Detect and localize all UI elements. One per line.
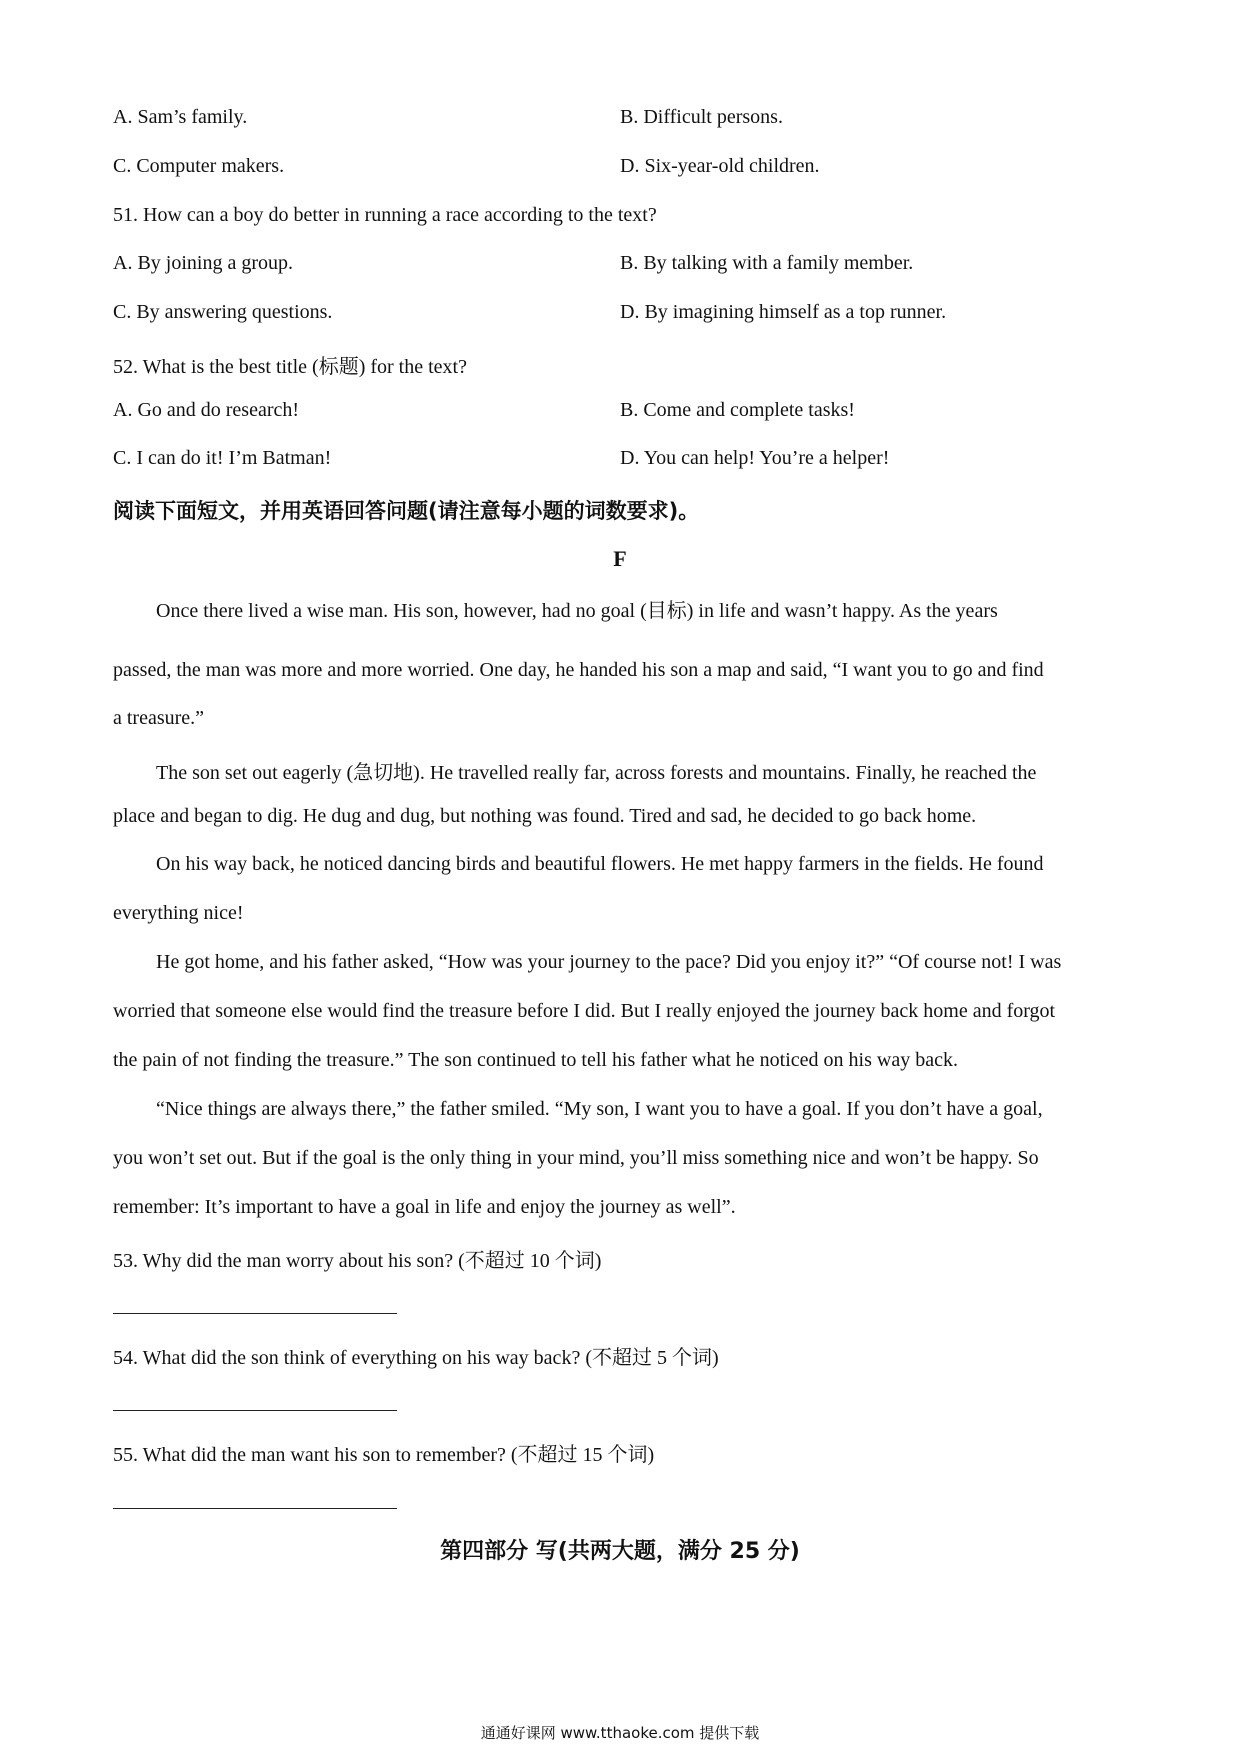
passage-line: worried that someone else would find the treasure before I did. But I really enjoyed the journey back home and forgot [113, 1000, 1056, 1022]
q52-option-a: A. Go and do research! [113, 399, 300, 421]
passage-line: On his way back, he noticed dancing birds and beautiful flowers. He met happy farmers in the fields. He found [156, 853, 1044, 875]
q51-option-a: A. By joining a group. [113, 252, 293, 274]
passage-line: “Nice things are always there,” the father smiled. “My son, I want you to have a goal. If you don’t have a goal, [156, 1098, 1043, 1120]
q52-question: 52. What is the best title (标题) for the text? [113, 356, 467, 378]
passage-line: remember: It’s important to have a goal in life and enjoy the journey as well”. [113, 1196, 736, 1218]
q52-option-d: D. You can help! You’re a helper! [620, 447, 890, 469]
q51-option-b: B. By talking with a family member. [620, 252, 914, 274]
q55-question: 55. What did the man want his son to remember? (不超过 15 个词) [113, 1444, 655, 1466]
q51-option-c: C. By answering questions. [113, 301, 333, 323]
q50-option-c: C. Computer makers. [113, 155, 285, 177]
q50-option-a: A. Sam’s family. [113, 106, 248, 128]
reading-instruction: 阅读下面短文，并用英语回答问题(请注意每小题的词数要求)。 [113, 499, 700, 523]
section-title: F [613, 546, 627, 571]
passage-line: place and began to dig. He dug and dug, but nothing was found. Tired and sad, he decided to go back home. [113, 805, 977, 827]
q52-option-c: C. I can do it! I’m Batman! [113, 447, 332, 469]
passage-line: The son set out eagerly (急切地). He travelled really far, across forests and mountains. Finally, he reached the [156, 762, 1037, 784]
q54-question: 54. What did the son think of everything on his way back? (不超过 5 个词) [113, 1347, 719, 1369]
passage-line: Once there lived a wise man. His son, however, had no goal (目标) in life and wasn’t happy. As the years [156, 600, 998, 622]
q53-question: 53. Why did the man worry about his son? (不超过 10 个词) [113, 1250, 602, 1272]
passage-line: the pain of not finding the treasure.” The son continued to tell his father what he noticed on his way back. [113, 1049, 958, 1071]
q50-option-b: B. Difficult persons. [620, 106, 783, 128]
part4-heading: 第四部分 写(共两大题，满分 25 分) [440, 1539, 800, 1564]
q54-answer-line[interactable] [113, 1410, 397, 1411]
page-footer: 通通好课网 www.tthaoke.com 提供下载 [480, 1724, 760, 1742]
q52-option-b: B. Come and complete tasks! [620, 399, 855, 421]
passage-line: you won’t set out. But if the goal is the only thing in your mind, you’ll miss something nice and won’t be happy. So [113, 1147, 1039, 1169]
q51-question: 51. How can a boy do better in running a race according to the text? [113, 204, 657, 226]
q55-answer-line[interactable] [113, 1508, 397, 1509]
passage-line: everything nice! [113, 902, 244, 924]
q51-option-d: D. By imagining himself as a top runner. [620, 301, 947, 323]
passage-line: He got home, and his father asked, “How was your journey to the pace? Did you enjoy it?” “Of course not! I was [156, 951, 1062, 973]
q50-option-d: D. Six-year-old children. [620, 155, 820, 177]
passage-line: passed, the man was more and more worried. One day, he handed his son a map and said, “I want you to go and find [113, 659, 1044, 681]
q53-answer-line[interactable] [113, 1313, 397, 1314]
passage-line: a treasure.” [113, 707, 205, 729]
